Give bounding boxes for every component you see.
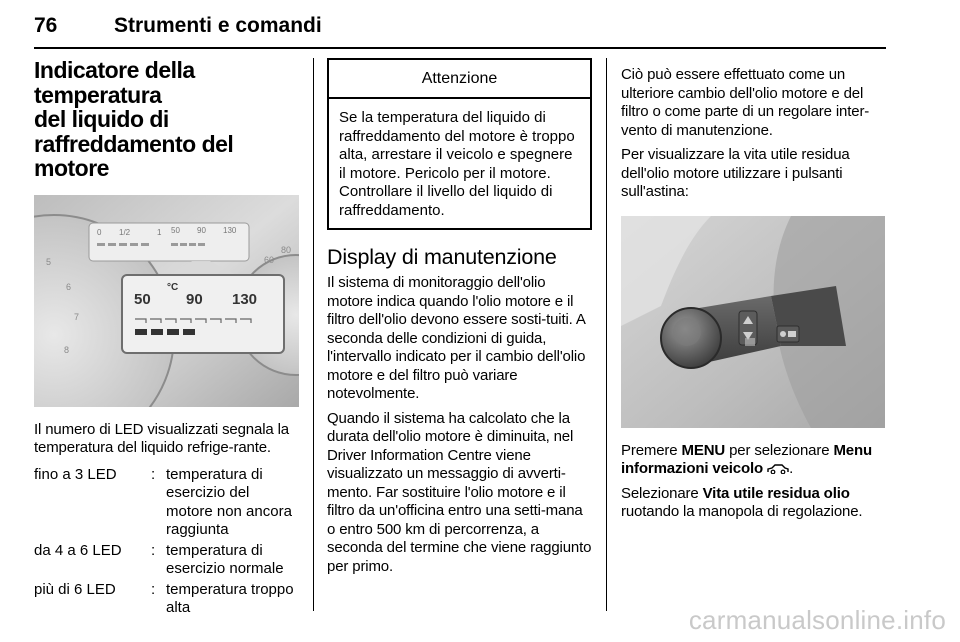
scale-label-90: 90 (197, 225, 206, 235)
vehicle-info-menu-label: Menu informazioni veicolo (621, 441, 873, 477)
section-heading-coolant (34, 58, 300, 181)
svg-text:8: 8 (64, 344, 70, 355)
zoom-label-130: 130 (232, 290, 258, 308)
zoom-label-50: 50 (134, 290, 151, 308)
led-separator: : (151, 541, 156, 559)
heading-line-3: raffreddamento del motore (34, 130, 234, 181)
menu-instruction (621, 442, 887, 479)
cluster-drawing (34, 195, 299, 407)
menu-text-2: per selezionare (725, 441, 834, 459)
menu-text-1: Premere (621, 441, 682, 459)
oil-life-label: Vita utile residua olio (702, 484, 850, 502)
car-icon (767, 463, 789, 474)
led-separator: : (151, 580, 156, 598)
stalk-drawing (621, 216, 885, 428)
warning-text: Se la temperatura del liquido di raffreddamento del motore è troppo alta, arrestare il veicolo e spegnere il motore. Pericolo per il motore. Controllare il livello del liquido di raffreddamento. (339, 109, 575, 219)
svg-text:6: 6 (66, 281, 72, 292)
scale-label-130: 130 (223, 225, 237, 235)
menu-text-3: . (789, 460, 794, 477)
coolant-intro-text: Il numero di LED visualizzati segnala la temperatura del liquido refrige-rante. (34, 420, 289, 456)
led-range: più di 6 LED (34, 580, 116, 598)
chapter-title: Strumenti e comandi (114, 14, 322, 37)
page-header (34, 14, 886, 48)
led-range: da 4 a 6 LED (34, 541, 122, 559)
menu-button-label: MENU (681, 441, 726, 459)
section-heading-maintenance: Display di manutenzione (327, 245, 557, 269)
scale-label-1: 1 (157, 227, 162, 237)
watermark: carmanualsonline.info (688, 605, 946, 635)
column3-paragraph-1: Ciò può essere effettuato come un ulteriore cambio dell'olio motore e del filtro o come parte di un regolare inter-vento di manutenzione. (621, 66, 870, 139)
maintenance-paragraph-2: Quando il sistema ha calcolato che la durata dell'olio motore è diminuita, nel Driver Information Centre viene visualizzato un messaggio di avverti-mento. Far sostituire l'olio motore e il filtro da un'officina entro una setti-mana o entro 500 km di percorrenza, a seconda del termine che viene raggiunto per primo. (327, 409, 592, 575)
led-table-row (34, 466, 300, 540)
column-divider-1 (313, 58, 314, 611)
scale-label-50: 50 (171, 225, 180, 235)
svg-text:80: 80 (281, 244, 292, 255)
heading-line-2: del liquido di (34, 106, 169, 132)
led-description: temperatura di esercizio normale (166, 541, 284, 577)
column-1 (34, 58, 300, 620)
heading-line-1: Indicatore della temperatura (34, 57, 195, 108)
select-text-1: Selezionare (621, 484, 703, 502)
select-text-2: ruotando la manopola di regolazione. (621, 503, 863, 520)
coolant-gauge-illustration (34, 195, 299, 407)
warning-box (327, 58, 592, 230)
svg-text:60: 60 (264, 254, 275, 265)
led-table-row (34, 542, 300, 579)
page-number: 76 (34, 14, 58, 37)
zoom-unit: °C (167, 281, 179, 293)
stalk-illustration (621, 216, 885, 428)
select-instruction (621, 485, 887, 522)
column3-paragraph-2: Per visualizzare la vita utile residua dell'olio motore utilizzare i pulsanti sull'astina: (621, 146, 850, 200)
led-description: temperatura di esercizio del motore non ancora raggiunta (166, 465, 292, 538)
led-range: fino a 3 LED (34, 465, 117, 483)
led-description: temperatura troppo alta (166, 580, 294, 616)
led-separator: : (151, 465, 156, 483)
column-3 (621, 58, 887, 522)
led-table (34, 466, 300, 618)
svg-text:7: 7 (74, 311, 80, 322)
column-divider-2 (606, 58, 607, 611)
header-rule (34, 47, 886, 49)
svg-text:5: 5 (46, 256, 52, 267)
column-2 (327, 58, 592, 576)
led-table-row (34, 581, 300, 618)
scale-label-0: 0 (97, 227, 102, 237)
scale-label-half: 1/2 (119, 227, 131, 237)
warning-title: Attenzione (329, 60, 590, 99)
zoom-label-90: 90 (186, 290, 203, 308)
maintenance-paragraph-1: Il sistema di monitoraggio dell'olio motore indica quando l'olio motore e il filtro dell'olio devono essere sosti-tuiti. A seconda delle condizioni di guida, l'intervallo indicato per il cambio dell'olio motore e del filtro può variare notevolmente. (327, 274, 586, 402)
